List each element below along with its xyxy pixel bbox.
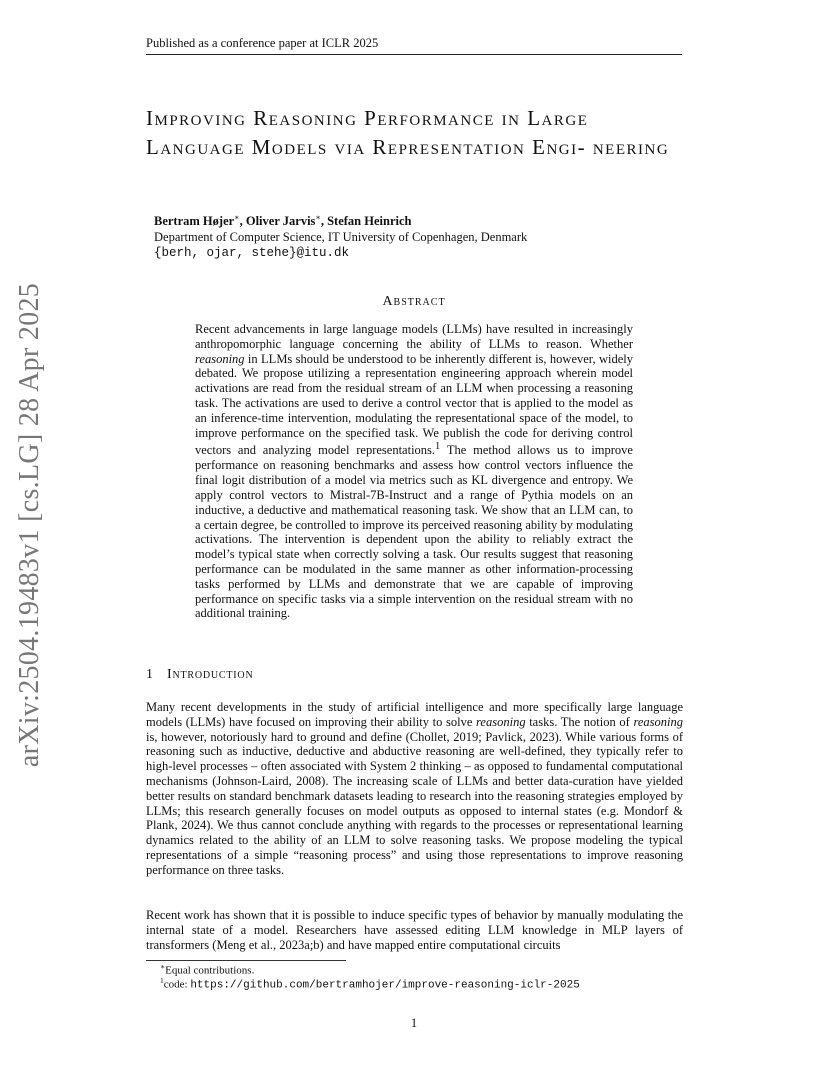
affiliation: Department of Computer Science, IT University of Copenhagen, Denmark bbox=[154, 230, 528, 245]
author-block bbox=[154, 210, 674, 261]
footnote-label: code: bbox=[163, 978, 191, 991]
abstract-body bbox=[195, 322, 633, 621]
body-text: tasks. The notion of bbox=[525, 714, 634, 729]
abstract-heading: Abstract bbox=[382, 294, 446, 309]
footnote-ref[interactable]: 1 bbox=[435, 441, 441, 453]
author-name: Stefan Heinrich bbox=[327, 214, 412, 229]
footnote-mark: ∗ bbox=[160, 962, 166, 971]
code-link[interactable]: https://github.com/bertramhojer/improve-reasoning-iclr-2025 bbox=[190, 979, 580, 992]
footnote-mark: 1 bbox=[160, 976, 164, 985]
intro-paragraph-1 bbox=[146, 700, 683, 878]
footnote-2 bbox=[160, 976, 580, 992]
section-title: Introduction bbox=[167, 667, 254, 682]
abstract-text: Recent advancements in large language models (LLMs) have resulted in increasingly anthropomorphic language concerning the ability of LLMs to reason. Whether bbox=[195, 322, 633, 351]
paper-title: Improving Reasoning Performance in Large Language Models via Representation Engi- neering bbox=[146, 106, 670, 159]
arxiv-identifier-text: arXiv:2504.19483v1 [cs.LG] 28 Apr 2025 bbox=[14, 282, 45, 768]
footnote-divider bbox=[146, 960, 346, 961]
author-names: Bertram Højer∗, Oliver Jarvis∗, Stefan Heinrich bbox=[154, 213, 412, 229]
author-emails: {berh, ojar, stehe}@itu.dk bbox=[154, 246, 350, 261]
abstract-text: in LLMs should be understood to be inherently different is, however, widely debated. We propose utilizing a representation engineering approach wherein model activations are read from the residual stream of an LLM when processing a reasoning task. The activations are used to derive a control vector that is applied to the model as an inference-time intervention, modulating the representational space of the model, to improve performance on the specified task. We publish the code for deriving control vectors and analyzing model representations. bbox=[195, 351, 633, 458]
footnote-text: Equal contributions. bbox=[165, 964, 255, 977]
body-text: Many recent developments in the study of artificial intelligence and more specifically large language models (LLMs) have focused on improving their ability to solve bbox=[146, 700, 683, 729]
author-mark: ∗ bbox=[315, 213, 321, 222]
section-number: 1 bbox=[146, 667, 153, 682]
author-name: Bertram Højer bbox=[154, 214, 235, 229]
arxiv-identifier bbox=[6, 282, 54, 768]
abstract-emphasis: reasoning bbox=[195, 351, 245, 366]
author-name: Oliver Jarvis bbox=[245, 214, 316, 229]
footnote-1 bbox=[160, 962, 254, 977]
running-header: Published as a conference paper at ICLR 2025 bbox=[146, 36, 682, 55]
section-heading-introduction bbox=[146, 667, 253, 683]
author-mark: ∗ bbox=[234, 213, 240, 222]
body-emphasis: reasoning bbox=[633, 714, 683, 729]
page-number: 1 bbox=[410, 1016, 418, 1030]
abstract-text: The method allows us to improve performance on reasoning benchmarks and assess how control vectors influence the final logit distribution of a model via metrics such as KL divergence and entropy. We apply control vectors to Mistral-7B-Instruct and a range of Pythia models on an inductive, a deductive and mathematical reasoning task. We show that an LLM can, to a certain degree, be controlled to improve its perceived reasoning ability by modulating activations. The intervention is dependent upon the ability to reliably extract the model’s typical state when correctly solving a task. Our results suggest that reasoning performance can be modulated in the same manner as other information-processing tasks performed by LLMs and demonstrate that we are capable of improving performance on specific tasks via a simple intervention on the residual stream with no additional training. bbox=[195, 443, 633, 621]
body-text: is, however, notoriously hard to ground and define (Chollet, 2019; Pavlick, 2023). While various forms of reasoning such as inductive, deductive and abductive reasoning are well-defined, they typically refer to high-level processes – often associated with System 2 thinking – as opposed to fundamental computational mechanisms (Johnson-Laird, 2008). The increasing scale of LLMs and better data-curation have yielded better results on standard benchmark datasets leading to research into the reasoning strategies employed by LLMs; this research generally focuses on model outputs as opposed to internal states (e.g. Mondorf & Plank, 2024). We thus cannot conclude anything with regards to the processes or representational learning dynamics related to the ability of an LLM to solve reasoning tasks. We propose modeling the typical representations of a simple “reasoning process” and using those representations to improve reasoning performance on three tasks. bbox=[146, 729, 683, 877]
intro-paragraph-2: Recent work has shown that it is possible to induce specific types of behavior by manually modulating the internal state of a model. Researchers have assessed editing LLM knowledge in MLP layers of transformers (Meng et al., 2023a;b) and have mapped entire computational circuits bbox=[146, 908, 683, 952]
body-emphasis: reasoning bbox=[476, 714, 526, 729]
